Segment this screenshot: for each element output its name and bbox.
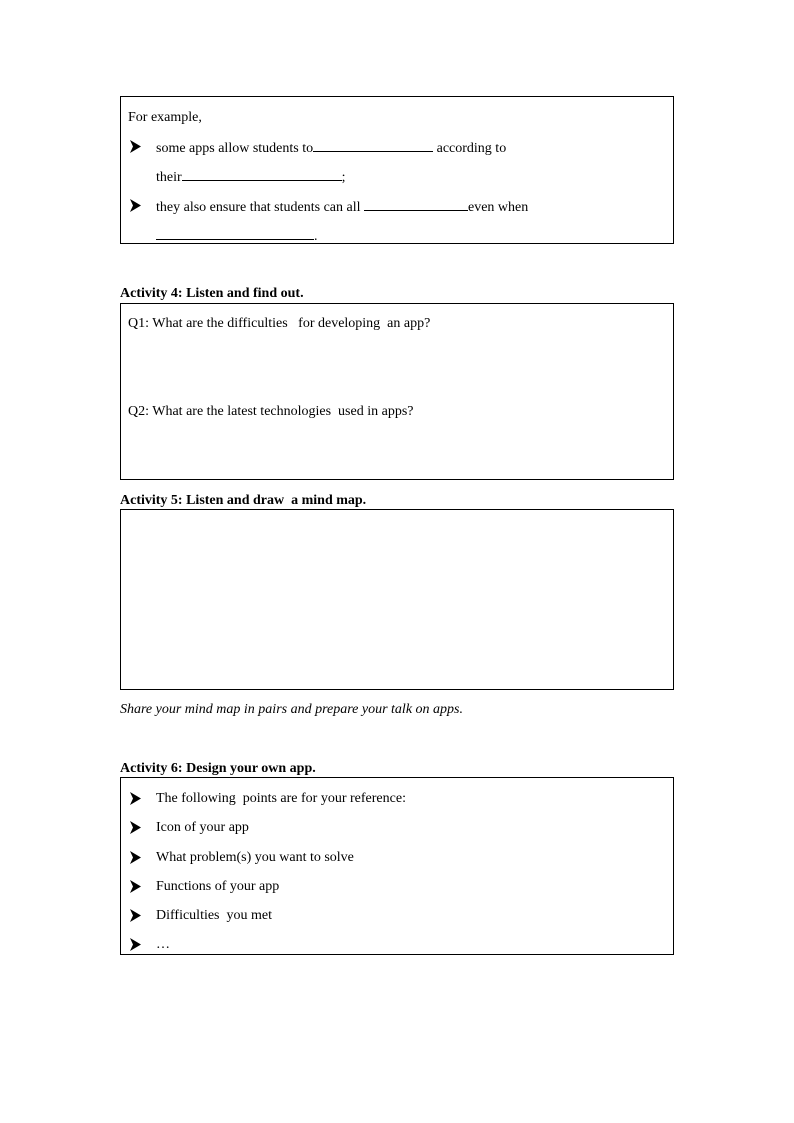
arrow-bullet-icon [130, 880, 141, 893]
fill-in-blank[interactable] [156, 227, 314, 240]
fill-in-blank[interactable] [364, 198, 468, 211]
arrow-bullet-icon [130, 909, 141, 922]
activity-4-question-1: Q1: What are the difficulties for developing an app? [128, 316, 431, 331]
activity-6-item: Icon of your app [156, 820, 249, 835]
example-bullet-1-line-2: their ; [156, 170, 346, 185]
activity-5-note: Share your mind map in pairs and prepare your talk on apps. [120, 702, 463, 717]
activity-6-item: Functions of your app [156, 879, 280, 894]
arrow-bullet-icon [130, 140, 141, 153]
arrow-bullet-icon [130, 851, 141, 864]
fill-in-blank[interactable] [182, 168, 342, 181]
activity-6-heading: Activity 6: Design your own app. [120, 761, 316, 776]
activity-5-heading: Activity 5: Listen and draw a mind map. [120, 493, 367, 508]
activity-6-item: The following points are for your reference: [156, 791, 406, 806]
arrow-bullet-icon [130, 821, 141, 834]
activity-4-heading: Activity 4: Listen and find out. [120, 286, 304, 301]
example-bullet-2-line-2: . [156, 227, 318, 245]
example-bullet-2: they also ensure that students can all even when [156, 200, 529, 215]
example-bullet-1: some apps allow students to according to [156, 141, 507, 156]
example-intro: For example, [128, 110, 202, 125]
arrow-bullet-icon [130, 199, 141, 212]
activity-6-item: Difficulties you met [156, 908, 272, 923]
arrow-bullet-icon [130, 938, 141, 951]
mind-map-box[interactable] [120, 509, 674, 690]
activity-6-item: … [156, 937, 170, 952]
fill-in-blank[interactable] [313, 139, 433, 152]
activity-4-question-2: Q2: What are the latest technologies used in apps? [128, 404, 414, 419]
activity-6-item: What problem(s) you want to solve [156, 850, 354, 865]
arrow-bullet-icon [130, 792, 141, 805]
